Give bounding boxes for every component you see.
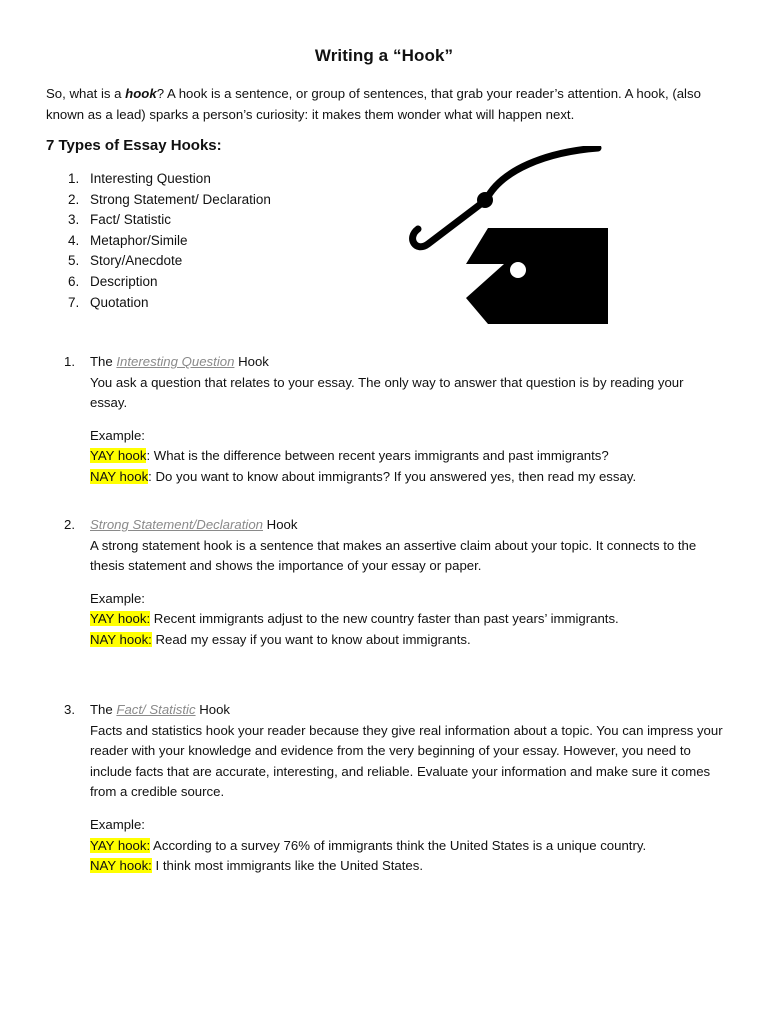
nay-hook-label: NAY hook: [90,631,152,647]
section-number: 2. [64,517,75,532]
nay-hook-label: NAY hook: [90,858,152,874]
section-suffix: Hook [234,354,269,369]
section-suffix: Hook [263,517,298,532]
section-topic: Strong Statement/Declaration [90,517,263,532]
example-label: Example: [90,590,145,606]
intro-paragraph [46,83,716,125]
nay-example [90,856,724,877]
intro-text-rest: ? A hook is a sentence, or group of sentences, that grab your reader’s attention. A hook, (also known as a lead) sparks a person’s curiosity: it makes them wonder what will happen next. [46,86,701,122]
yay-example [90,609,724,630]
nay-example [90,467,724,488]
section-heading [64,352,724,373]
list-item-label: Story/Anecdote [90,253,183,269]
list-item-label: Interesting Question [90,171,211,186]
intro-text-start: So, what is a [46,86,126,101]
nay-hook-text: I think most immigrants like the United States. [151,858,424,874]
types-heading: 7 Types of Essay Hooks: [46,137,222,154]
yay-hook-label: YAY hook: [90,611,151,627]
list-item-label: Strong Statement/ Declaration [90,191,271,207]
hook-section [64,515,724,651]
list-item [68,293,271,314]
section-heading [64,700,724,721]
yay-hook-text: According to a survey 76% of immigrants think the United States is a unique country. [150,837,647,853]
section-heading [64,515,724,536]
hook-section [64,700,724,877]
section-number: 3. [64,702,75,717]
section-body: Facts and statistics hook your reader because they give real information about a topic. You can impress your reader with your knowledge and evidence from the very beginning of your essay. However, you need to include facts that are accurate, interesting, and reliable. Evaluate your information and make sure it comes from a credible source. [90,722,723,800]
nay-hook-text: Read my essay if you want to know about immigrants. [151,631,471,647]
yay-hook-text: Recent immigrants adjust to the new country faster than past years’ immigrants. [150,611,619,627]
section-body: You ask a question that relates to your essay. The only way to answer that question is by reading your essay. [90,374,684,411]
section-suffix: Hook [195,702,230,717]
section-prefix: The [90,702,117,717]
example-label: Example: [90,427,145,443]
list-item-number: 7. [68,294,80,310]
yay-hook-label: YAY hook: [90,837,151,853]
section-topic: Fact/ Statistic [116,702,196,717]
list-item-number: 4. [68,232,80,248]
nay-hook-label: NAY hook [90,468,149,484]
list-item-number: 6. [68,273,80,289]
list-item-label: Description [90,273,158,289]
list-item-number: 1. [68,171,80,186]
list-item [68,251,271,272]
list-item-number: 3. [68,212,80,228]
list-item-number: 5. [68,253,80,269]
example-label: Example: [90,816,145,832]
fish-hook-icon [396,146,608,324]
section-prefix: The [90,354,117,369]
list-item [68,169,271,190]
hook-section [64,352,724,488]
list-item-label: Metaphor/Simile [90,232,188,248]
section-topic: Interesting Question [116,354,235,369]
list-item [68,190,271,211]
list-item [68,272,271,293]
nay-hook-text: : Do you want to know about immigrants? If you answered yes, then read my essay. [148,468,637,484]
yay-example [90,446,724,467]
yay-example [90,836,724,857]
yay-hook-text: : What is the difference between recent years immigrants and past immigrants? [146,448,609,464]
section-number: 1. [64,354,75,369]
intro-hook-word: hook [125,86,157,101]
list-item-label: Quotation [90,294,149,310]
list-item [68,231,271,252]
list-item-label: Fact/ Statistic [90,212,172,228]
page-title: Writing a “Hook” [314,46,454,65]
hook-types-list [68,169,271,313]
section-body: A strong statement hook is a sentence that makes an assertive claim about your topic. It connects to the thesis statement and shows the importance of your essay or paper. [90,537,697,574]
nay-example [90,630,724,651]
list-item-number: 2. [68,191,80,207]
yay-hook-label: YAY hook [90,448,147,464]
list-item [68,210,271,231]
